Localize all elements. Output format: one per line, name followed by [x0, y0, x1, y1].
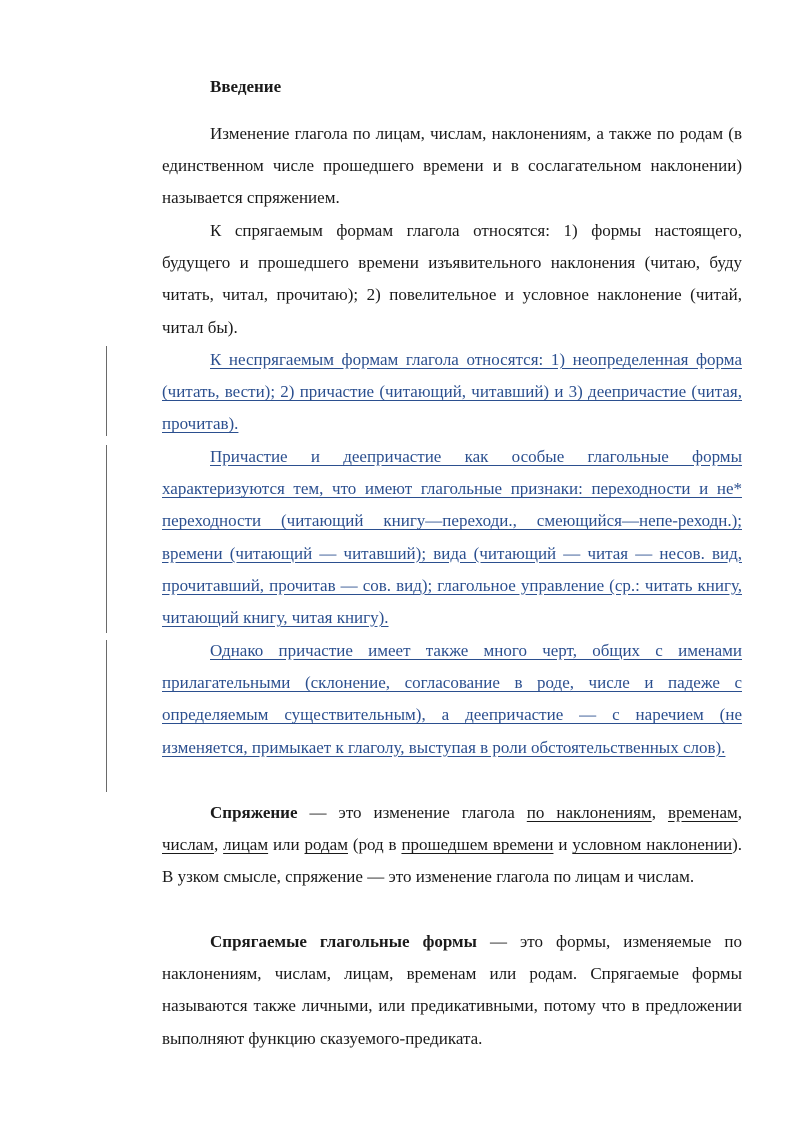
paragraph-4-tracked-change: Причастие и деепричастие как особые глагольные формы характеризуются тем, что имеют глагольные признаки: переходности и не* переходности (читающий книгу—переходи., смеющийся—непе-реходн.); времени (читающий — читавший); вида (читающий — читая — несов. вид, прочитавший, прочитав — сов. вид); глагольное управление (ср.: читать книгу, читающий книгу, читая книгу).	[162, 447, 742, 628]
paragraph-7-definition: Спрягаемые глагольные формы — это формы, изменяемые по наклонениям, числам, лицам, временам или родам. Спрягаемые формы называются также личными, или предикативными, потому что в предложении выполняют функцию сказуемого-предиката.	[162, 932, 742, 1048]
change-bar-3	[106, 640, 107, 792]
term-conjugated-forms: Спрягаемые глагольные формы	[210, 932, 477, 951]
link-genders[interactable]: родам	[304, 835, 348, 855]
paragraph-2: К спрягаемым формам глагола относятся: 1) формы настоящего, будущего и прошедшего времени изъявительного наклонения (читаю, буду читать, читал, прочитаю); 2) повелительное и условное наклонение (читай, читал бы).	[162, 221, 742, 337]
link-past-tense[interactable]: прошедшем времени	[401, 835, 554, 855]
section-heading: Введение	[210, 77, 282, 96]
link-persons[interactable]: лицам	[223, 835, 269, 855]
link-conditional-mood[interactable]: условном наклонении	[572, 835, 733, 855]
term-conjugation: Спряжение	[210, 803, 298, 822]
link-numbers[interactable]: числам	[162, 835, 214, 855]
change-bar-2	[106, 445, 107, 633]
paragraph-1: Изменение глагола по лицам, числам, наклонениям, а также по родам (в единственном числе прошедшего времени и в сослагательном наклонении) называется спряжением.	[162, 124, 742, 208]
link-moods[interactable]: по наклонениям	[526, 803, 652, 822]
change-bar-1	[106, 346, 107, 436]
link-tenses[interactable]: временам	[667, 803, 738, 822]
paragraph-3-tracked-change: К неспрягаемым формам глагола относятся: 1) неопределенная форма (читать, вести); 2) причастие (читающий, читавший) и 3) деепричастие (читая, прочитав).	[162, 350, 742, 434]
paragraph-6-definition: Спряжение — это изменение глагола по наклонениям, временам, числам, лицам или родам (род в прошедшем времени и условном наклонении). В узком смысле, спряжение — это изменение глагола по лицам и числам.	[162, 803, 742, 887]
paragraph-5-tracked-change: Однако причастие имеет также много черт, общих с именами прилагательными (склонение, согласование в роде, числе и падеже с определяемым существительным), а деепричастие — с наречием (не изменяется, примыкает к глаголу, выступая в роли обстоятельственных слов).	[162, 641, 742, 757]
